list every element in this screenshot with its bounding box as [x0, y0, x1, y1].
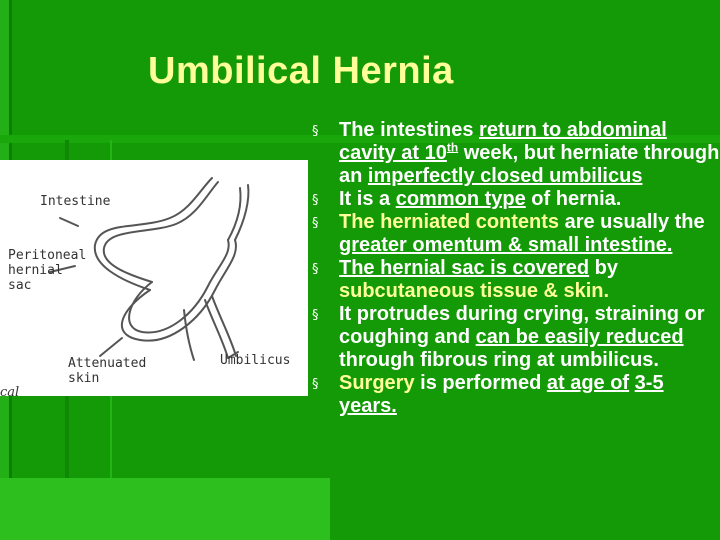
label-attenuated-skin: Attenuated skin	[68, 356, 147, 386]
bullet-marker: §	[312, 377, 319, 392]
bullet-text: are usually the	[559, 211, 705, 233]
bullet-marker: §	[312, 124, 319, 139]
bullet-underline-text: 3-5 years.	[339, 372, 664, 417]
bullet-text: It protrudes during crying, straining or coughing and	[339, 303, 705, 348]
bullet-marker: §	[312, 193, 319, 208]
label-peritoneal-hernial-sac: Peritoneal hernial sac	[8, 248, 87, 293]
bullet-underline-text: return to abdominal cavity at 10	[339, 119, 667, 164]
bullet-highlight-text: The herniated contents	[339, 211, 560, 233]
bullet-marker: §	[312, 262, 319, 277]
bullet-underline-text: The hernial sac is covered	[339, 257, 590, 279]
bullet-highlight-text: Surgery	[339, 372, 415, 394]
bullet-text: It is a	[339, 188, 396, 210]
bullet-list	[312, 119, 720, 418]
bullet-marker: §	[312, 308, 319, 323]
bullet-item	[312, 257, 720, 303]
slide-title: Umbilical Hernia	[148, 50, 454, 92]
bullet-marker: §	[312, 216, 319, 231]
label-intestine: Intestine	[40, 194, 111, 209]
bullet-text: week, but herniate through an	[339, 142, 720, 187]
bullet-text: through fibrous ring at umbilicus.	[339, 349, 659, 371]
hernia-diagram	[0, 160, 308, 396]
bullet-underline-text: at age of	[546, 372, 630, 394]
label-umbilicus: Umbilicus	[220, 353, 291, 368]
bullet-highlight-text: subcutaneous tissue & skin.	[339, 280, 610, 302]
bullet-text: by	[589, 257, 619, 279]
bullet-item	[312, 372, 720, 418]
superscript-th: th	[446, 140, 459, 155]
bullet-item	[312, 303, 720, 372]
bullet-item	[312, 119, 720, 188]
bullet-text: of hernia.	[525, 188, 622, 210]
bullet-underline-text: common type	[395, 188, 526, 210]
bullet-item	[312, 211, 720, 257]
bullet-text: is performed	[414, 372, 547, 394]
bullet-text: The intestines	[339, 119, 480, 141]
bottom-accent-band	[0, 478, 330, 540]
bullet-underline-text: can be easily reduced	[475, 326, 684, 348]
bullet-underline-text: greater omentum & small intestine.	[339, 234, 673, 256]
cropped-caption-fragment: cal	[0, 385, 20, 400]
bullet-underline-text: imperfectly closed umbilicus	[367, 165, 643, 187]
bullet-item	[312, 188, 720, 211]
